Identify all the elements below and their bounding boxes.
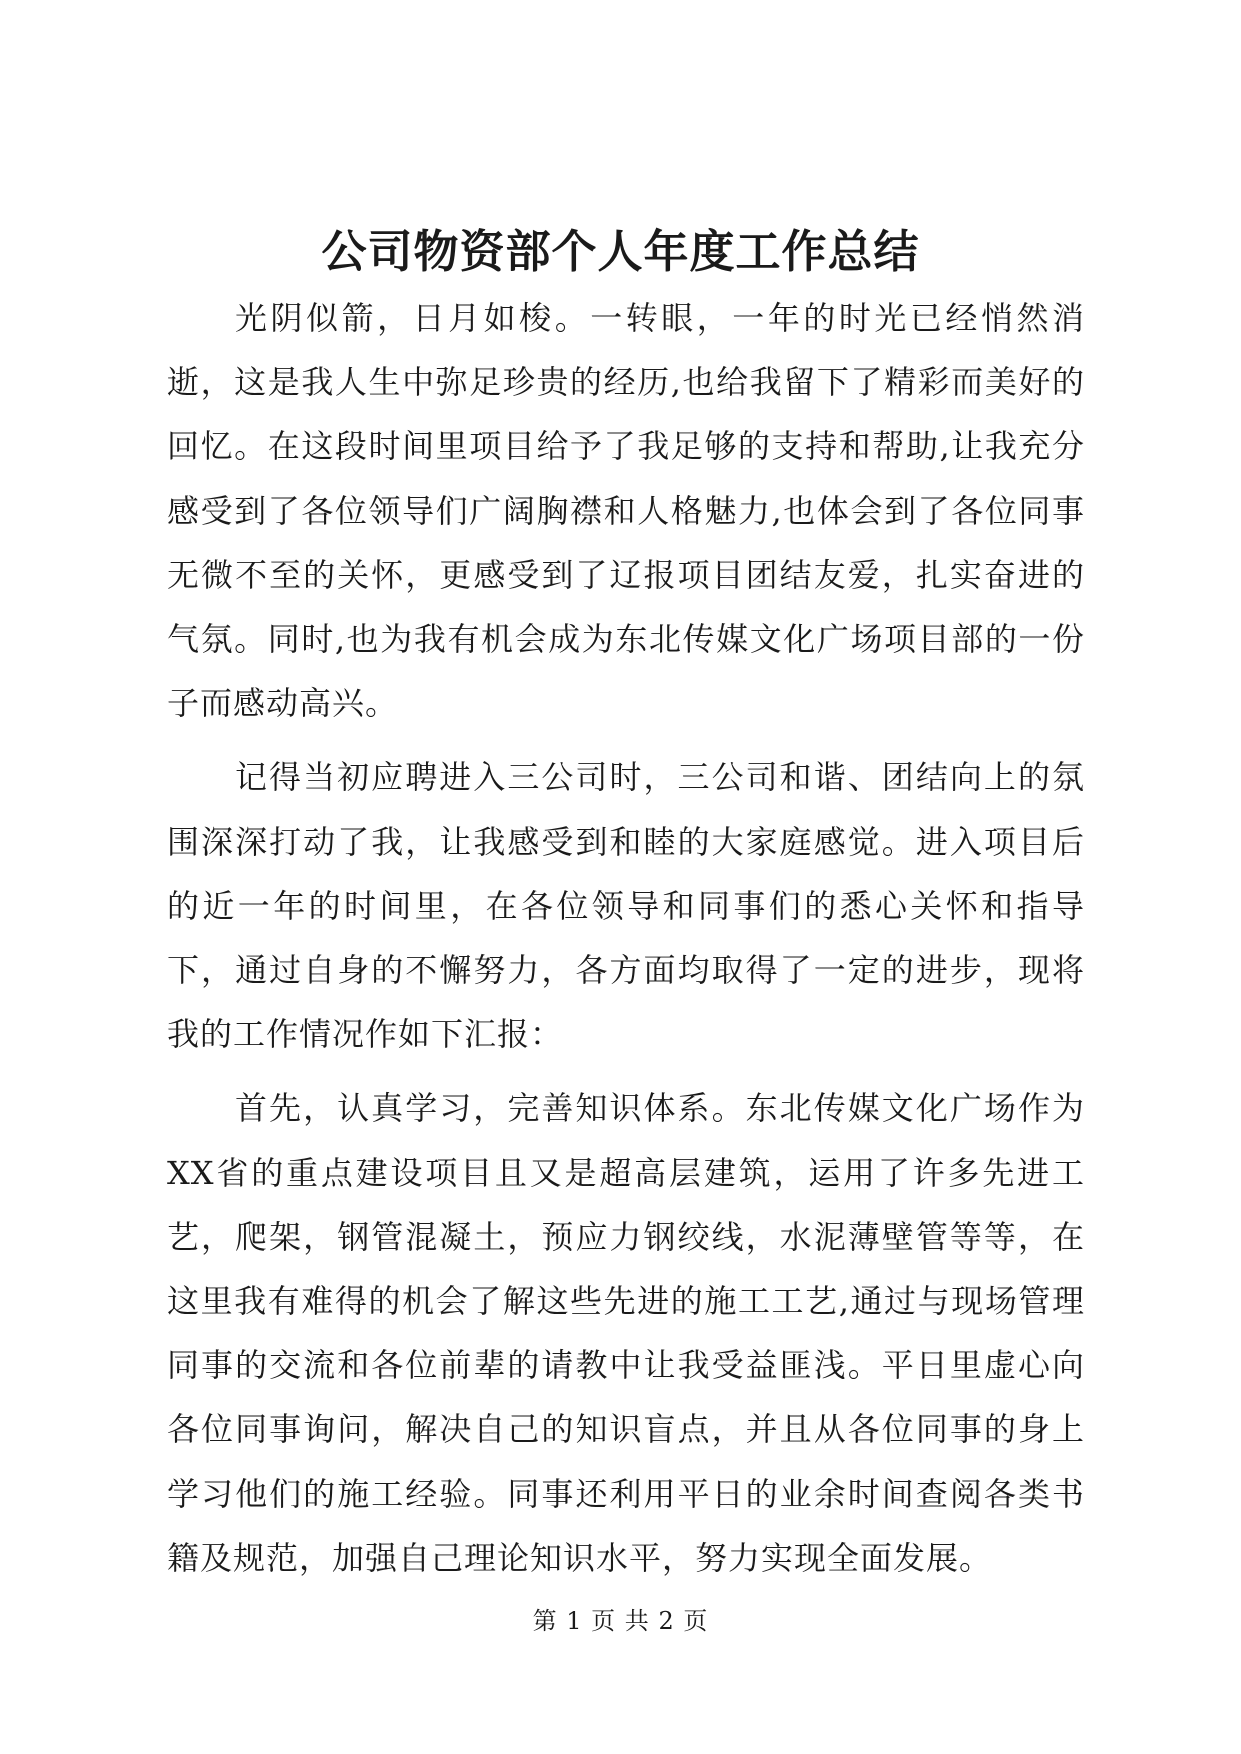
document-body [167,286,1085,1600]
paragraph-2: 记得当初应聘进入三公司时，三公司和谐、团结向上的氛围深深打动了我，让我感受到和睦的大家庭感觉。进入项目后的近一年的时间里，在各位领导和同事们的悉心关怀和指导下，通过自身的不懈努力，各方面均取得了一定的进步，现将我的工作情况作如下汇报： [167,758,1085,1054]
paragraph-1: 光阴似箭，日月如梭。一转眼，一年的时光已经悄然消逝，这是我人生中弥足珍贵的经历,也给我留下了精彩而美好的回忆。在这段时间里项目给予了我足够的支持和帮助,让我充分感受到了各位领导们广阔胸襟和人格魅力,也体会到了各位同事无微不至的关怀，更感受到了辽报项目团结友爱，扎实奋进的气氛。同时,也为我有机会成为东北传媒文化广场项目部的一份子而感动高兴。 [167,299,1085,723]
document-title: 公司物资部个人年度工作总结 [321,225,920,278]
paragraph-3: 首先，认真学习，完善知识体系。东北传媒文化广场作为XX省的重点建设项目且又是超高层建筑，运用了许多先进工艺，爬架，钢管混凝土，预应力钢绞线，水泥薄壁管等等，在这里我有难得的机会了解这些先进的施工工艺,通过与现场管理同事的交流和各位前辈的请教中让我受益匪浅。平日里虚心向各位同事询问，解决自己的知识盲点，并且从各位同事的身上学习他们的施工经验。同事还利用平日的业余时间查阅各类书籍及规范，加强自己理论知识水平，努力实现全面发展。 [167,1089,1085,1577]
page-footer: 第 1 页 共 2 页 [532,1607,709,1635]
